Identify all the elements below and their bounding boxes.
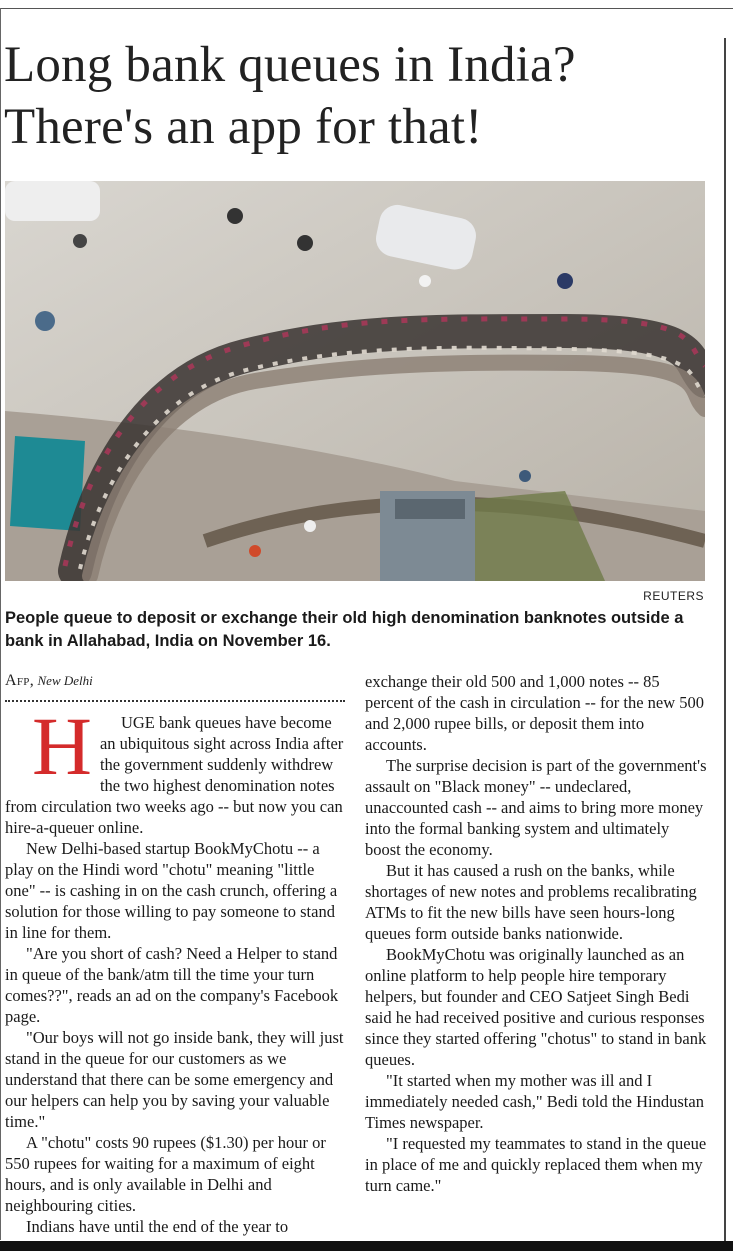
byline-place: New Delhi [37,673,93,688]
byline-agency: Afp, [5,672,34,689]
article-column-left [5,700,345,1237]
lead-text: UGE bank queues have become an ubiquitous sight across India after the government suddenly withdrew the two highest denomination notes from circulation two weeks ago -- but now you can hire-a-queuer online. [5,713,344,837]
article-paragraph: But it has caused a rush on the banks, while shortages of new notes and problems recalibrating ATMs to fit the new bills have seen hours-long queues form outside banks nationwide. [365,861,697,943]
article-paragraph: Indians have until the end of the year to [26,1217,289,1236]
photo-credit: REUTERS [643,589,704,603]
article-paragraph: "Are you short of cash? Need a Helper to stand in queue of the bank/atm till the time your turn comes??", reads an ad on the company's Facebook page. [5,944,339,1026]
article-paragraph: BookMyChotu was originally launched as an online platform to help people hire temporary helpers, but founder and CEO Satjeet Singh Bedi said he had received positive and curious responses since they started offering "chotus" to stand in bank queues. [365,945,707,1069]
headline [4,34,720,158]
byline [5,672,93,690]
article-paragraph: "It started when my mother was ill and I immediately needed cash," Bedi told the Hindustan Times newspaper. [365,1071,704,1132]
lead-paragraph [5,700,345,838]
right-column-rule [724,38,726,1243]
top-rule [0,8,733,9]
article-paragraph: The surprise decision is part of the government's assault on "Black money" -- undeclared, unaccounted cash -- and aims to bring more money into the formal banking system and ultimately boost the economy. [365,756,707,859]
article-column-right [365,671,709,1196]
queue-photo-illustration [5,181,705,581]
photo-caption: People queue to deposit or exchange their old high denomination banknotes outside a bank in Allahabad, India on November 16. [5,609,684,650]
news-photo [5,181,705,581]
article-paragraph-continued: exchange their old 500 and 1,000 notes -- 85 percent of the cash in circulation -- for the new 500 and 2,000 rupee bills, or deposit them into accounts. [365,672,705,754]
headline-line-1: Long bank queues in India? [4,37,576,93]
drop-cap: H [32,700,92,792]
headline-line-2: There's an app for that! [4,99,483,155]
article-paragraph: A "chotu" costs 90 rupees ($1.30) per hour or 550 rupees for waiting for a maximum of eight hours, and is only available in Delhi and neighbouring cities. [5,1133,326,1215]
article-paragraph: "Our boys will not go inside bank, they will just stand in the queue for our customers as we understand that there can be some emergency and our helpers can help you by saving your valuable time." [5,1028,344,1131]
article-paragraph: "I requested my teammates to stand in the queue in place of me and quickly replaced them when my turn came." [365,1134,707,1195]
article-paragraph: New Delhi-based startup BookMyChotu -- a play on the Hindi word "chotu" meaning "little one" -- is cashing in on the cash crunch, offering a solution for those willing to pay someone to stand in line for them. [5,839,338,942]
left-column-rule [0,8,1,1240]
bottom-edge-bar [0,1241,733,1251]
